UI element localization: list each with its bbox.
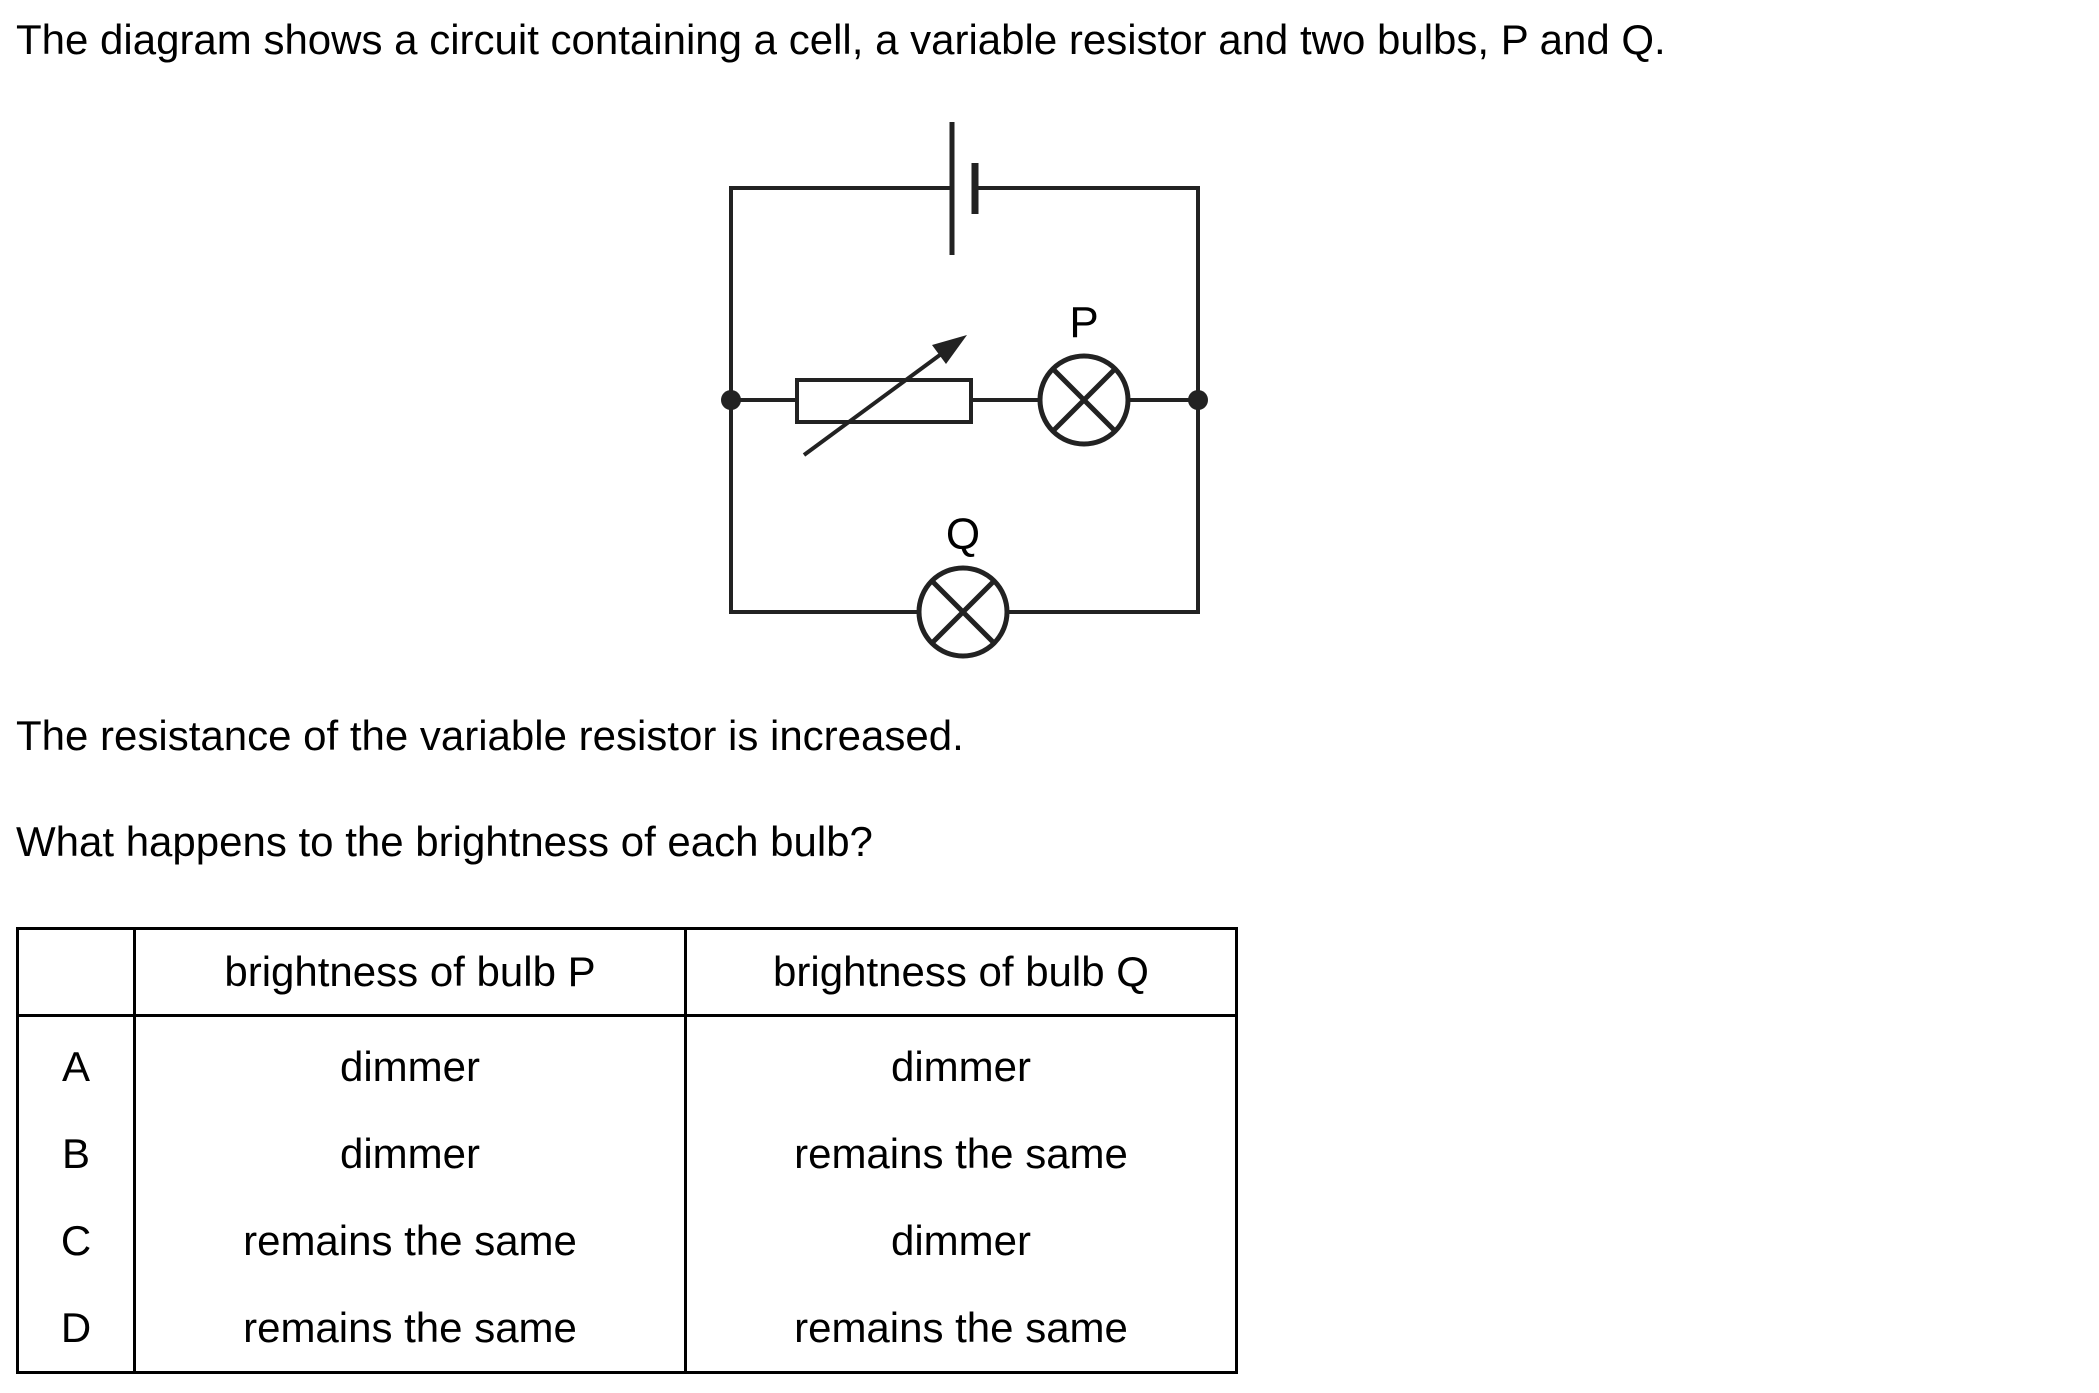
options-table: [16, 927, 1238, 1374]
table-row: [18, 1016, 1237, 1111]
table-row: [18, 1284, 1237, 1373]
table-row: [18, 1197, 1237, 1284]
variable-resistor-arrow-shaft: [804, 349, 948, 455]
question-text: What happens to the brightness of each bulb?: [16, 818, 873, 865]
cell-symbol: [952, 122, 975, 255]
option-p-value: remains the same: [135, 1284, 686, 1373]
table-header-row: [18, 929, 1237, 1016]
header-bulb-p: brightness of bulb P: [135, 929, 686, 1016]
option-letter: A: [18, 1016, 135, 1111]
option-q-value: remains the same: [686, 1284, 1237, 1373]
label-q: Q: [945, 510, 981, 559]
table-row: [18, 1110, 1237, 1197]
junction-left: [721, 390, 741, 410]
variable-resistor-arrow-head: [932, 335, 967, 364]
option-q-value: dimmer: [686, 1197, 1237, 1284]
variable-resistor-body: [797, 380, 971, 422]
option-q-value: dimmer: [686, 1016, 1237, 1111]
option-p-value: dimmer: [135, 1110, 686, 1197]
option-letter: B: [18, 1110, 135, 1197]
bulb-p: [1040, 356, 1128, 444]
junction-right: [1188, 390, 1208, 410]
option-p-value: remains the same: [135, 1197, 686, 1284]
intro-text: The diagram shows a circuit containing a cell, a variable resistor and two bulbs, P and Q.: [16, 16, 1666, 63]
bulb-q: [919, 568, 1007, 656]
statement-text: The resistance of the variable resistor is increased.: [16, 712, 964, 759]
option-letter: C: [18, 1197, 135, 1284]
option-letter: D: [18, 1284, 135, 1373]
header-bulb-q: brightness of bulb Q: [686, 929, 1237, 1016]
option-p-value: dimmer: [135, 1016, 686, 1111]
header-blank: [18, 929, 135, 1016]
label-p: P: [1069, 298, 1099, 347]
option-q-value: remains the same: [686, 1110, 1237, 1197]
